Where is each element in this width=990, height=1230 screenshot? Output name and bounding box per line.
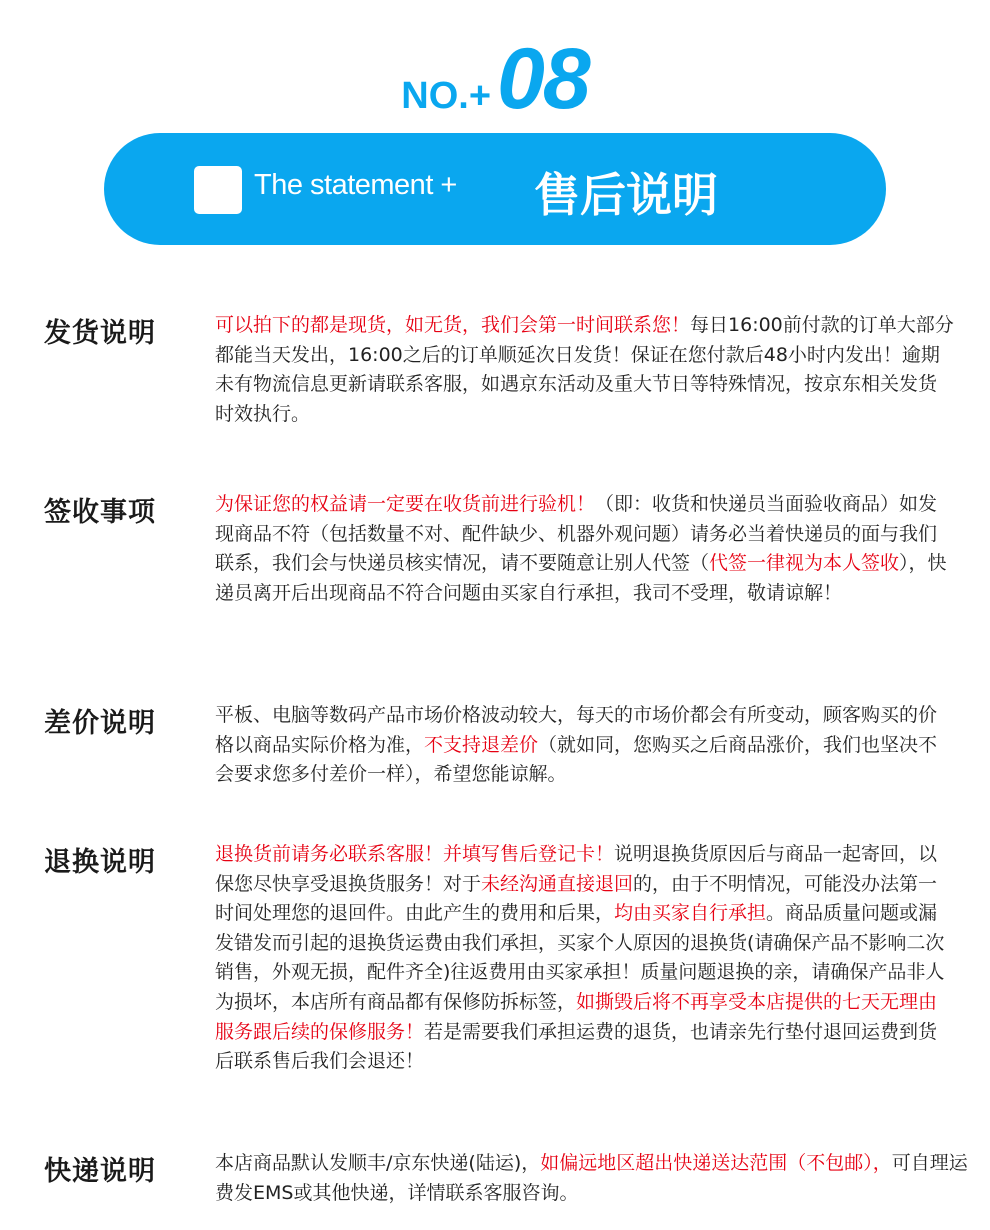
- section-title: 快递说明: [44, 1156, 156, 1187]
- body-text: 的，由于不明情况，可能没办法第一时间处理您的退回件。由此产生的费用和后果，: [215, 872, 938, 925]
- section-number-prefix: NO.+: [401, 75, 492, 117]
- body-highlight: 均由买家自行承担: [614, 902, 767, 925]
- body-text: 每日16:00前付款的订单大部分都能当天发出，16:00之后的订单顺延次日发货！保证在您付款后48小时内发出！逾期未有物流信息更新请联系客服，如遇京东活动及重大节日等特殊情况，按京东相关发货时效执行。: [215, 314, 954, 425]
- body-text: （即：收货和快递员当面验收商品）如发现商品不符（包括数量不对、配件缺少、机器外观问题）请务必当着快递员的面与我们联系，我们会与快递员核实情况，请不要随意让别人代签（: [215, 493, 938, 575]
- body-highlight: 如撕毁后将不再享受本店提供的七天无理由服务跟后续的保修服务！: [215, 990, 938, 1043]
- body-text: ），快递员离开后出现商品不符合问题由买家自行承担，我司不受理，敬请谅解！: [215, 552, 947, 604]
- body-highlight: 不支持退差价: [424, 733, 539, 756]
- body-highlight: 为保证您的权益请一定要在收货前进行验机！: [215, 493, 596, 515]
- body-highlight: 未经沟通直接退回: [481, 872, 634, 895]
- section-number-value: 08: [497, 31, 589, 127]
- body-highlight: 如偏远地区超出快递送达范围（不包邮），: [540, 1152, 892, 1174]
- section-body: [215, 701, 955, 790]
- body-text: 本店商品默认发顺丰/京东快递(陆运)，: [215, 1152, 541, 1174]
- section-title: 发货说明: [44, 318, 156, 349]
- section-title: 差价说明: [44, 708, 156, 739]
- section-number: [0, 31, 990, 127]
- body-highlight: 可以拍下的都是现货，如无货，我们会第一时间联系您！: [215, 314, 691, 336]
- body-highlight: 代签一律视为本人签收: [709, 552, 900, 575]
- body-text: （就如同，您购买之后商品涨价，我们也坚决不会要求您多付差价一样），希望您能谅解。: [215, 733, 938, 786]
- banner-subtitle: The statement +: [254, 169, 457, 201]
- section-body: [215, 311, 955, 429]
- section-body: [215, 1149, 980, 1208]
- body-text: 。商品质量问题或漏发错发而引起的退换货运费由我们承担，买家个人原因的退换货(请确保产品不影响二次销售，外观无损，配件齐全)往返费用由买家承担！质量问题退换的亲，请确保产品非人为损坏，本店所有商品都有保修防拆标签，: [215, 902, 945, 1013]
- body-text: 说明退换货原因后与商品一起寄回，以保您尽快享受退换货服务！对于: [215, 843, 938, 895]
- body-text: 可自理运费发EMS或其他快递，详情联系客服咨询。: [215, 1152, 968, 1204]
- title-banner: [104, 133, 886, 245]
- body-text: 若是需要我们承担运费的退货，也请亲先行垫付退回运费到货后联系售后我们会退还！: [215, 1020, 938, 1073]
- square-icon: [194, 166, 242, 214]
- body-text: 平板、电脑等数码产品市场价格波动较大，每天的市场价都会有所变动，顾客购买的价格以商品实际价格为准，: [215, 704, 938, 756]
- page-title: 售后说明: [534, 168, 718, 222]
- section-body: [215, 840, 955, 1077]
- section-body: [215, 490, 955, 608]
- section-title: 退换说明: [44, 847, 156, 878]
- section-title: 签收事项: [44, 497, 156, 528]
- body-highlight: 退换货前请务必联系客服！并填写售后登记卡！: [215, 843, 615, 865]
